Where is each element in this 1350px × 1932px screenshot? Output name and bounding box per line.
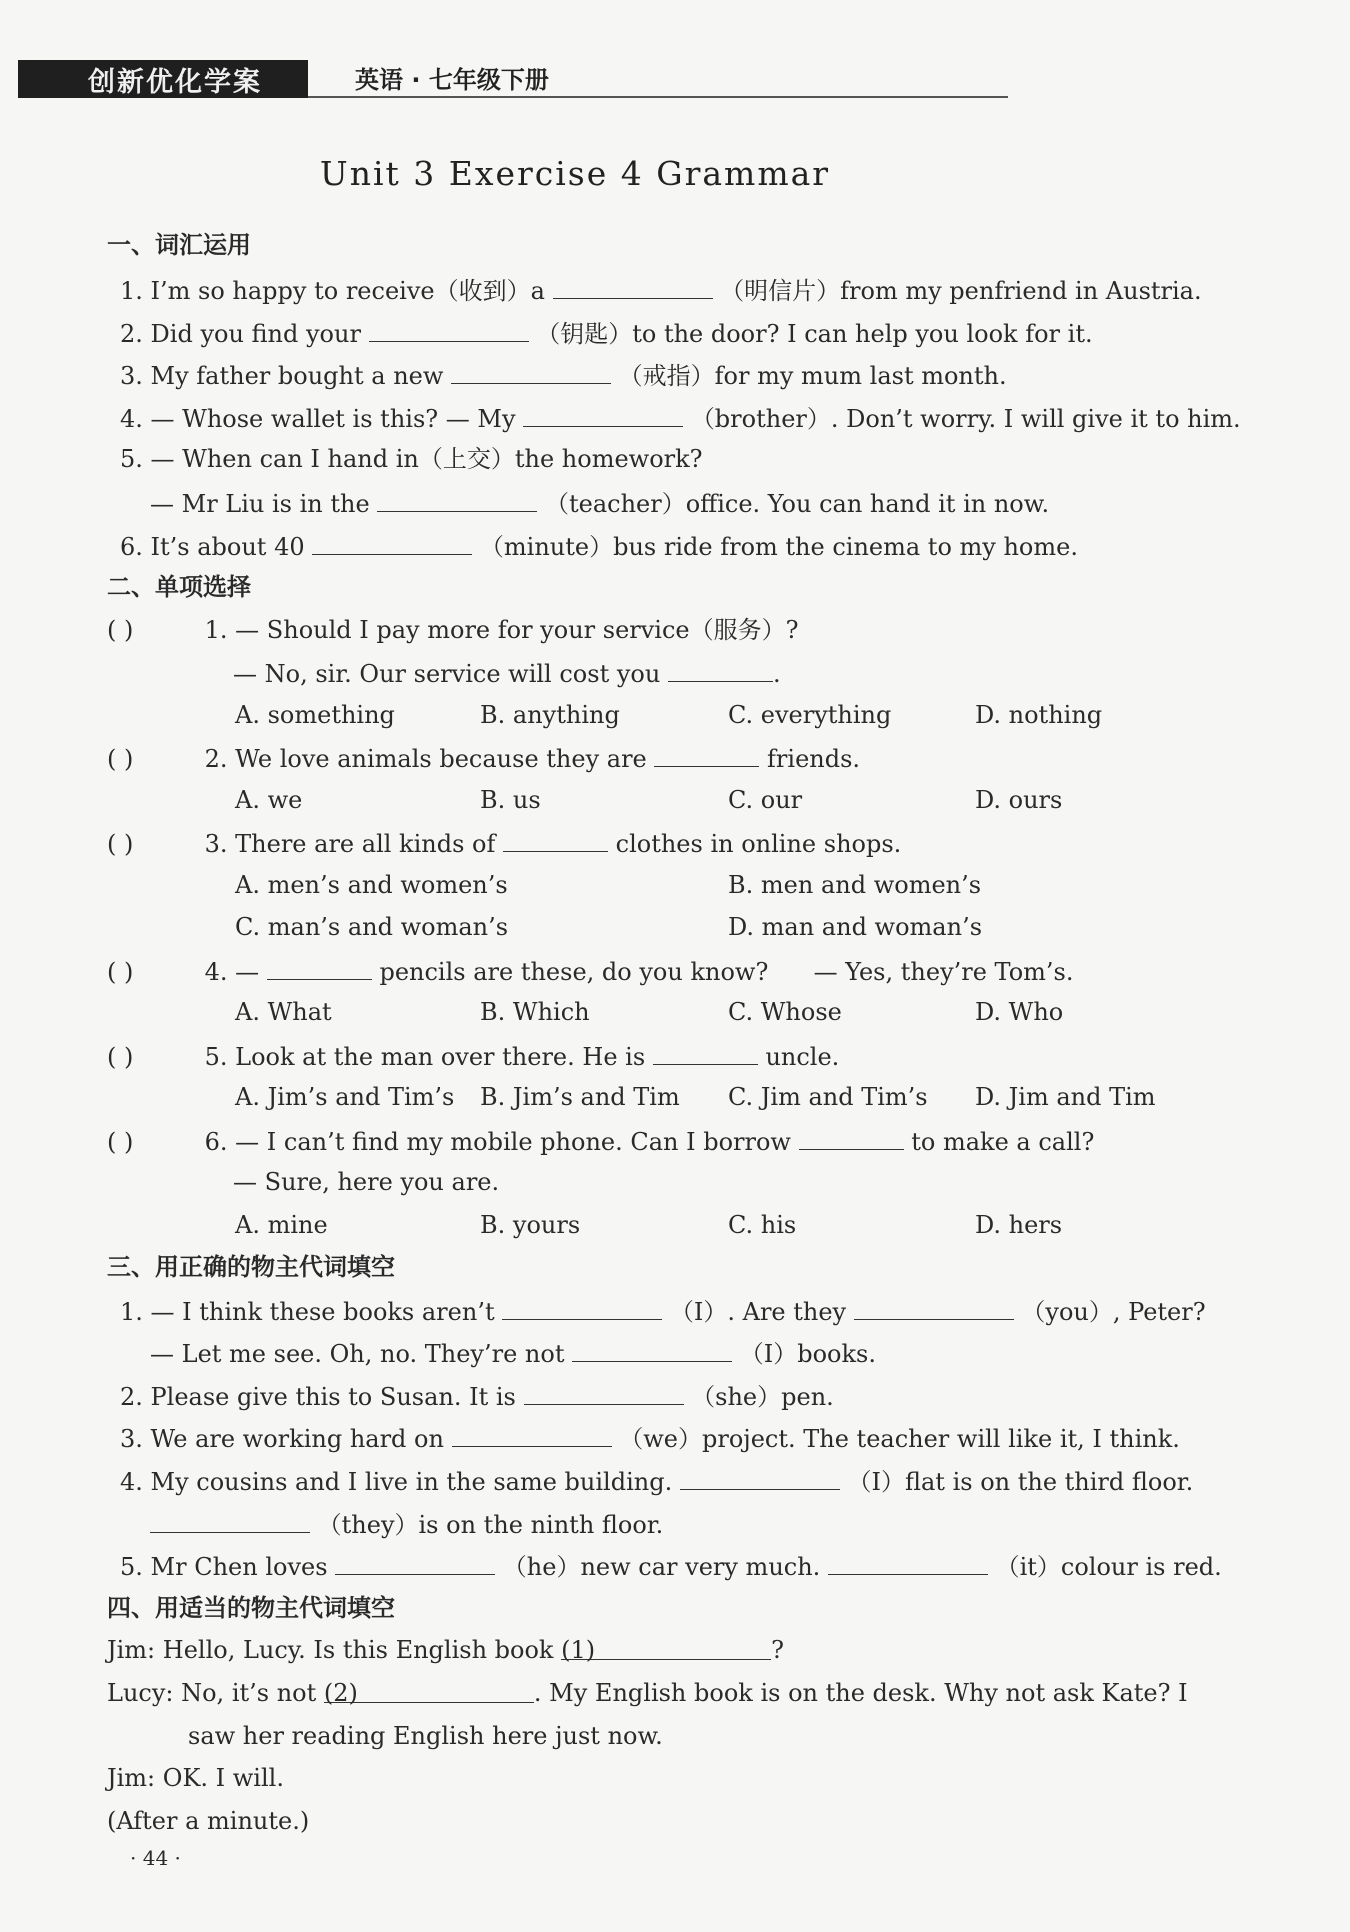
dialogue-text: Jim: Hello, Lucy. Is this English book	[107, 1636, 554, 1664]
s3-q1-text: 1. — I think these books aren’t	[120, 1298, 495, 1326]
header-divider	[308, 96, 1008, 98]
answer-blank[interactable]	[654, 740, 759, 767]
option-b[interactable]: B. Jim’s and Tim	[480, 1083, 680, 1111]
section-1-heading: 一、词汇运用	[107, 231, 251, 259]
option-c[interactable]: C. Whose	[728, 998, 842, 1026]
s2-q6-text: 6. — I can’t find my mobile phone. Can I borrow	[204, 1128, 791, 1156]
answer-blank[interactable]	[553, 272, 713, 299]
dialogue-line-2-cont: saw her reading English here just now.	[188, 1722, 663, 1750]
s2-q4-text-mid: pencils are these, do you know?	[379, 958, 769, 986]
option-d[interactable]: D. man and woman’s	[728, 913, 983, 941]
option-c[interactable]: C. our	[728, 786, 803, 814]
s1-q4-text-end: （brother）. Don’t worry. I will give it to him.	[690, 405, 1241, 433]
s2-q6-reply: — Sure, here you are.	[233, 1168, 500, 1196]
s3-q5	[120, 1548, 1222, 1584]
s2-q5	[107, 1038, 839, 1074]
s3-q1-reply	[150, 1335, 876, 1371]
s1-q4	[120, 400, 1241, 436]
blank-number: (1)	[561, 1636, 596, 1664]
option-b[interactable]: B. men and women’s	[728, 871, 982, 899]
dialogue-text-end: . My English book is on the desk. Why not ask Kate? I	[533, 1679, 1188, 1707]
answer-blank[interactable]	[267, 953, 372, 980]
s3-q2-text-end: （she）pen.	[691, 1383, 834, 1411]
option-a[interactable]: A. mine	[235, 1211, 328, 1239]
answer-blank[interactable]	[828, 1548, 988, 1575]
s2-q1-reply-text: — No, sir. Our service will cost you	[233, 660, 661, 688]
s2-q5-text: 5. Look at the man over there. He is	[204, 1043, 646, 1071]
answer-blank[interactable]	[502, 1293, 662, 1320]
s1-q5-reply-end: （teacher）office. You can hand it in now.	[544, 490, 1050, 518]
option-d[interactable]: D. nothing	[975, 701, 1103, 729]
answer-blank[interactable]	[452, 1420, 612, 1447]
s2-q4	[107, 953, 1073, 989]
s2-q2-text: 2. We love animals because they are	[204, 745, 647, 773]
s3-q5-text-end: （it）colour is red.	[995, 1553, 1222, 1581]
section-2-heading: 二、单项选择	[107, 573, 251, 601]
answer-blank[interactable]	[369, 315, 529, 342]
s3-q1-reply-text: — Let me see. Oh, no. They’re not	[150, 1340, 565, 1368]
answer-blank[interactable]	[572, 1335, 732, 1362]
option-a[interactable]: A. we	[235, 786, 303, 814]
option-a[interactable]: A. men’s and women’s	[235, 871, 508, 899]
option-d[interactable]: D. Jim and Tim	[975, 1083, 1156, 1111]
option-d[interactable]: D. ours	[975, 786, 1063, 814]
s1-q6-text-end: （minute）bus ride from the cinema to my home.	[479, 533, 1078, 561]
answer-paren[interactable]: ( )	[107, 958, 134, 986]
s1-q6-text: 6. It’s about 40	[120, 533, 305, 561]
s3-q5-text: 5. Mr Chen loves	[120, 1553, 328, 1581]
option-b[interactable]: B. Which	[480, 998, 590, 1026]
s3-q3-text: 3. We are working hard on	[120, 1425, 444, 1453]
answer-blank[interactable]	[668, 655, 773, 682]
s3-q3-text-end: （we）project. The teacher will like it, I think.	[619, 1425, 1180, 1453]
answer-blank-2[interactable]	[323, 1676, 534, 1707]
page-title: Unit 3 Exercise 4 Grammar	[319, 154, 831, 193]
option-a[interactable]: A. Jim’s and Tim’s	[235, 1083, 455, 1111]
brand-text: 创新优化学案	[88, 66, 262, 98]
answer-paren[interactable]: ( )	[107, 830, 134, 858]
s3-q4	[120, 1463, 1193, 1499]
s2-q3-text-end: clothes in online shops.	[615, 830, 902, 858]
s1-q3-text-end: （戒指）for my mum last month.	[618, 362, 1007, 390]
answer-blank[interactable]	[150, 1506, 310, 1533]
s1-q5-reply-text: — Mr Liu is in the	[150, 490, 370, 518]
answer-blank[interactable]	[653, 1038, 758, 1065]
answer-blank[interactable]	[451, 357, 611, 384]
s3-q4-cont-text: （they）is on the ninth floor.	[317, 1511, 664, 1539]
s3-q4-text-end: （I）flat is on the third floor.	[847, 1468, 1194, 1496]
answer-paren[interactable]: ( )	[107, 616, 134, 644]
s2-q1-period: .	[772, 660, 781, 688]
answer-blank-1[interactable]	[561, 1633, 771, 1664]
answer-paren[interactable]: ( )	[107, 745, 134, 773]
s1-q1-text: 1. I’m so happy to receive（收到）a	[120, 277, 545, 305]
s1-q3	[120, 357, 1007, 393]
s2-q1-reply	[233, 655, 781, 691]
answer-blank[interactable]	[335, 1548, 495, 1575]
s2-q6	[107, 1123, 1094, 1159]
s2-q6-text-end: to make a call?	[911, 1128, 1095, 1156]
answer-blank[interactable]	[523, 400, 683, 427]
book-subtitle: 英语 · 七年级下册	[355, 66, 549, 94]
s3-q1-text-end: （you）, Peter?	[1021, 1298, 1206, 1326]
s1-q5-text: 5. — When can I hand in（上交）the homework?	[120, 445, 703, 473]
s1-q1-text-end: （明信片）from my penfriend in Austria.	[720, 277, 1202, 305]
dialogue-line-1	[107, 1633, 784, 1667]
s2-q2	[107, 740, 860, 776]
s2-q2-text-end: friends.	[767, 745, 861, 773]
s2-q3	[107, 825, 901, 861]
dialogue-stage-direction: (After a minute.)	[107, 1807, 310, 1835]
s1-q5	[120, 442, 703, 476]
option-b[interactable]: B. anything	[480, 701, 620, 729]
page-number: · 44 ·	[130, 1846, 181, 1870]
s3-q2-text: 2. Please give this to Susan. It is	[120, 1383, 516, 1411]
s3-q4-text: 4. My cousins and I live in the same building.	[120, 1468, 673, 1496]
option-a[interactable]: A. What	[235, 998, 332, 1026]
s3-q1-reply-end: （I）books.	[739, 1340, 876, 1368]
s1-q5-reply	[150, 485, 1049, 521]
answer-blank[interactable]	[312, 528, 472, 555]
s3-q2	[120, 1378, 834, 1414]
dialogue-text: Lucy: No, it’s not	[107, 1679, 317, 1707]
s1-q4-text: 4. — Whose wallet is this? — My	[120, 405, 516, 433]
option-a[interactable]: A. something	[235, 701, 395, 729]
answer-blank[interactable]	[377, 485, 537, 512]
dialogue-line-3: Jim: OK. I will.	[107, 1764, 284, 1792]
s1-q1	[120, 272, 1202, 308]
s2-q1-text: 1. — Should I pay more for your service（服务）?	[204, 616, 799, 644]
dialogue-line-2	[107, 1676, 1188, 1710]
s1-q2-text-end: （钥匙）to the door? I can help you look for it.	[536, 320, 1093, 348]
s3-q1	[120, 1293, 1206, 1329]
option-d[interactable]: D. hers	[975, 1211, 1063, 1239]
answer-blank[interactable]	[524, 1378, 684, 1405]
blank-number: (2)	[323, 1679, 358, 1707]
s1-q2	[120, 315, 1093, 351]
option-c[interactable]: C. his	[728, 1211, 797, 1239]
s2-q5-text-end: uncle.	[765, 1043, 840, 1071]
answer-paren[interactable]: ( )	[107, 1043, 134, 1071]
s1-q6	[120, 528, 1078, 564]
answer-blank[interactable]	[503, 825, 608, 852]
answer-paren[interactable]: ( )	[107, 1128, 134, 1156]
s3-q3	[120, 1420, 1180, 1456]
answer-blank[interactable]	[799, 1123, 904, 1150]
s2-q4-text: 4. —	[204, 958, 260, 986]
s1-q3-text: 3. My father bought a new	[120, 362, 444, 390]
option-d[interactable]: D. Who	[975, 998, 1064, 1026]
s1-q2-text: 2. Did you find your	[120, 320, 361, 348]
section-4-heading: 四、用适当的物主代词填空	[107, 1594, 395, 1622]
s2-q1	[107, 613, 799, 647]
answer-blank[interactable]	[680, 1463, 840, 1490]
option-c[interactable]: C. man’s and woman’s	[235, 913, 509, 941]
option-c[interactable]: C. Jim and Tim’s	[728, 1083, 928, 1111]
s2-q3-text: 3. There are all kinds of	[204, 830, 496, 858]
section-3-heading: 三、用正确的物主代词填空	[107, 1253, 395, 1281]
answer-blank[interactable]	[854, 1293, 1014, 1320]
s3-q1-text-mid: （I）. Are they	[669, 1298, 847, 1326]
option-c[interactable]: C. everything	[728, 701, 892, 729]
option-b[interactable]: B. us	[480, 786, 541, 814]
dialogue-text-end: ?	[771, 1636, 784, 1664]
brand-banner	[18, 60, 308, 98]
option-b[interactable]: B. yours	[480, 1211, 581, 1239]
s3-q5-text-mid: （he）new car very much.	[502, 1553, 821, 1581]
s3-q4-cont	[150, 1506, 663, 1542]
s2-q4-reply: — Yes, they’re Tom’s.	[813, 958, 1074, 986]
